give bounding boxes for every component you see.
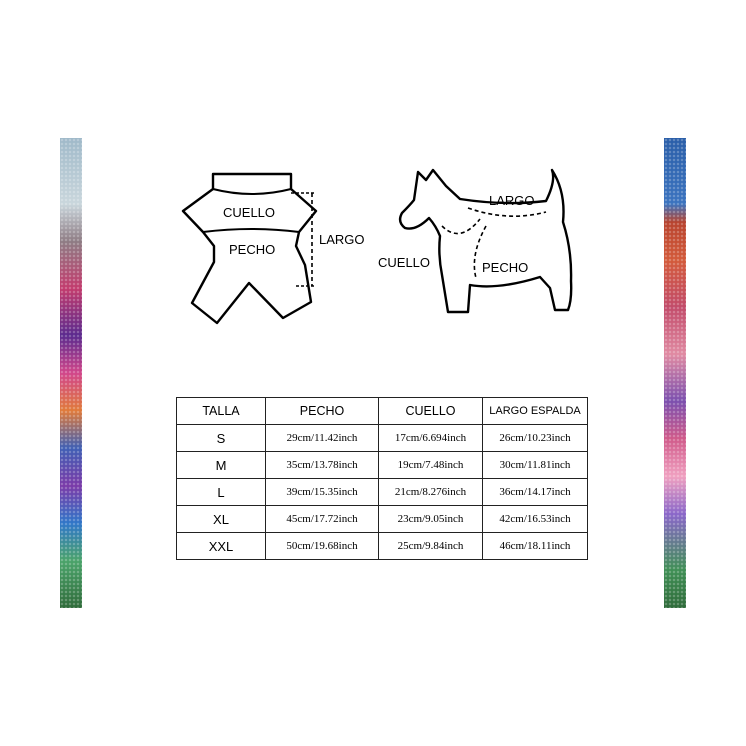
- table-row: [177, 479, 588, 506]
- pecho-cell: 50cm/19.68inch: [266, 533, 379, 560]
- cuello-cell: 23cm/9.05inch: [379, 506, 483, 533]
- largo-cell: 30cm/11.81inch: [483, 452, 588, 479]
- dog-outline: [400, 170, 571, 312]
- largo-cell: 26cm/10.23inch: [483, 425, 588, 452]
- clothing-neck-line: [213, 189, 291, 194]
- table-row: [177, 452, 588, 479]
- header-talla: TALLA: [177, 398, 266, 425]
- dog-cuello-label: CUELLO: [378, 255, 431, 270]
- size-cell: XL: [177, 506, 266, 533]
- pecho-cell: 45cm/17.72inch: [266, 506, 379, 533]
- cuello-cell: 19cm/7.48inch: [379, 452, 483, 479]
- table-row: [177, 506, 588, 533]
- dog-diagram: [378, 170, 571, 312]
- largo-cell: 36cm/14.17inch: [483, 479, 588, 506]
- size-cell: XXL: [177, 533, 266, 560]
- dog-pecho-label: PECHO: [482, 260, 529, 275]
- header-cuello: CUELLO: [379, 398, 483, 425]
- cuello-cell: 25cm/9.84inch: [379, 533, 483, 560]
- size-table: [176, 397, 588, 560]
- size-cell: M: [177, 452, 266, 479]
- clothing-diagram: [183, 174, 365, 323]
- table-row: [177, 533, 588, 560]
- table-row: [177, 425, 588, 452]
- clothing-pecho-label: PECHO: [229, 242, 276, 257]
- largo-cell: 46cm/18.11inch: [483, 533, 588, 560]
- size-cell: S: [177, 425, 266, 452]
- dog-neck-dashed: [442, 219, 480, 234]
- pecho-cell: 29cm/11.42inch: [266, 425, 379, 452]
- table-header-row: [177, 398, 588, 425]
- size-cell: L: [177, 479, 266, 506]
- dog-back-dashed: [468, 208, 546, 216]
- clothing-cuello-label: CUELLO: [223, 205, 276, 220]
- pecho-cell: 35cm/13.78inch: [266, 452, 379, 479]
- cuello-cell: 21cm/8.276inch: [379, 479, 483, 506]
- clothing-largo-label: LARGO: [319, 232, 365, 247]
- pecho-cell: 39cm/15.35inch: [266, 479, 379, 506]
- clothing-chest-line: [203, 229, 299, 232]
- cuello-cell: 17cm/6.694inch: [379, 425, 483, 452]
- dog-largo-label: LARGO: [489, 193, 535, 208]
- largo-cell: 42cm/16.53inch: [483, 506, 588, 533]
- header-pecho: PECHO: [266, 398, 379, 425]
- header-largo-espalda: LARGO ESPALDA: [483, 398, 588, 425]
